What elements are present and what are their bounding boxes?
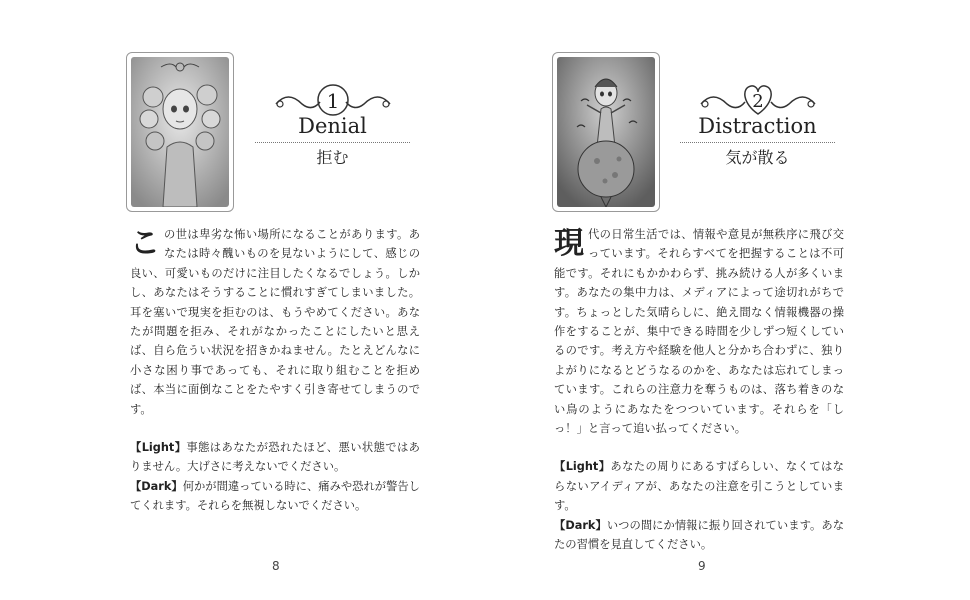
card-number: 1 xyxy=(326,89,339,113)
drop-cap: こ xyxy=(130,226,160,261)
card-title-en: Distraction xyxy=(698,114,817,138)
card-title-jp: 拒む xyxy=(316,148,349,167)
card-illustration-distraction xyxy=(557,57,655,207)
body-text: の世は卑劣な怖い場所になることがあります。あなたは時々醜いものを見ないようにして、感じの良い、可愛いものだけに注目したくなるでしょう。しかし、あなたはそうすることに慣れすぎてしまいました。耳を塞いで現実を拒むのは、もうやめてください。あなたが問題を拒み、それがなかったことにしたいと思えば、自ら危うい状況を招きかねません。たとえどんなに小さな困り事であっても、それに取り組むことを拒めば、本当に面倒なことをたやすく引き寄せてしまうのです。 xyxy=(130,228,420,416)
card-description xyxy=(554,225,844,555)
dark-text: いつの間にか情報に振り回されています。あなたの習慣を見直してください。 xyxy=(554,518,844,552)
number-ornament xyxy=(268,78,398,118)
number-ornament xyxy=(693,78,823,118)
light-text: あなたの周りにあるすばらしい、なくてはならないアイディアが、あなたの注意を引こうとしています。 xyxy=(554,460,844,513)
card-image-denial xyxy=(126,52,234,212)
light-label: 【Light】 xyxy=(130,441,187,455)
card-title-en: Denial xyxy=(298,114,367,138)
card-description xyxy=(130,225,420,516)
card-heading xyxy=(255,78,410,169)
card-illustration-denial xyxy=(131,57,229,207)
dark-label: 【Dark】 xyxy=(554,518,607,532)
body-paragraph xyxy=(554,225,844,438)
light-text: 事態はあなたが恐れたほど、悪い状態ではありません。大げさに考えないでください。 xyxy=(130,441,420,474)
title-divider xyxy=(255,142,410,143)
dark-meaning xyxy=(130,477,420,516)
body-paragraph xyxy=(130,225,420,419)
right-page xyxy=(485,0,970,600)
page-number: 8 xyxy=(272,559,280,573)
light-meaning xyxy=(554,457,844,515)
card-number: 2 xyxy=(751,91,764,112)
body-text: 代の日常生活では、情報や意見が無秩序に飛び交っています。それらすべてを把握することは不可能です。それにもかかわらず、挑み続ける人が多くいます。あなたの集中力は、メディアによって途切れがちです。ちょっとした気晴らしに、絶え間なく情報機器の操作をすることが、集中できる時間を少しずつ短くしているのです。考え方や経験を他人と分かち合わずに、独りよがりになるとどうなるのかを、あなたは忘れてしまっています。これらの注意力を奪うものは、落ち着きのない鳥のようにあなたをつついています。それらを「しっ！」と言って追い払ってください。 xyxy=(554,228,844,436)
card-heading xyxy=(680,78,835,169)
dark-label: 【Dark】 xyxy=(130,479,183,493)
page-number: 9 xyxy=(698,559,706,573)
dark-text: 何かが間違っている時に、痛みや恐れが警告してくれます。それらを無視しないでください。 xyxy=(130,479,420,513)
light-meaning xyxy=(130,438,420,477)
card-title-jp: 気が散る xyxy=(725,148,790,167)
light-label: 【Light】 xyxy=(554,460,611,474)
card-image-distraction xyxy=(552,52,660,212)
drop-cap: 現 xyxy=(554,226,584,261)
title-divider xyxy=(680,142,835,143)
dark-meaning xyxy=(554,516,844,555)
